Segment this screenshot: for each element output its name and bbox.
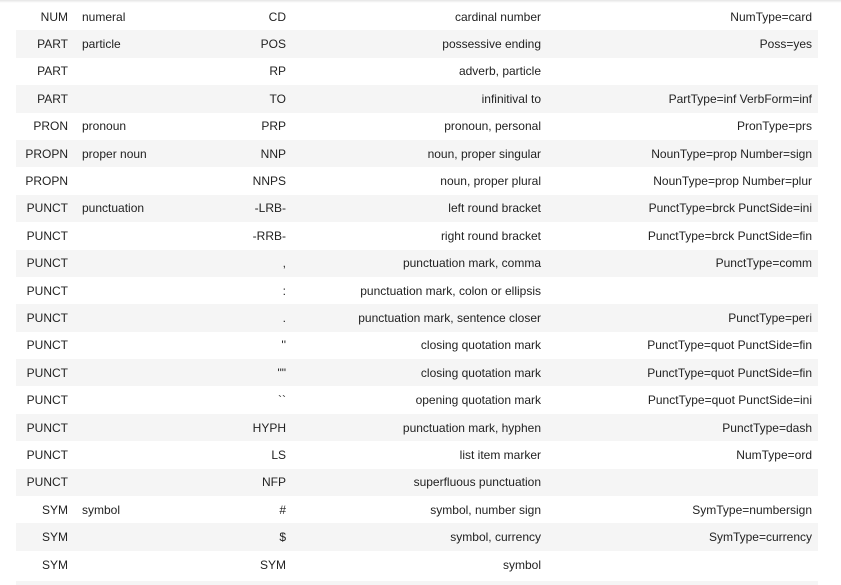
table-row — [16, 414, 818, 441]
tag-description-cell: list item marker — [292, 441, 547, 468]
morphology-cell — [547, 469, 818, 496]
tag-cell: . — [178, 304, 292, 331]
morphology-cell: PunctType=dash — [547, 414, 818, 441]
pos-tag-table-body — [16, 3, 818, 578]
tag-description-cell: right round bracket — [292, 222, 547, 249]
table-row — [16, 304, 818, 331]
universal-pos-description-cell — [68, 304, 178, 331]
morphology-cell — [547, 277, 818, 304]
morphology-cell: PunctType=brck PunctSide=fin — [547, 222, 818, 249]
universal-pos-cell: PROPN — [16, 167, 68, 194]
morphology-cell: NumType=ord — [547, 441, 818, 468]
tag-cell: LS — [178, 441, 292, 468]
universal-pos-description-cell: numeral — [68, 3, 178, 30]
universal-pos-cell: SYM — [16, 551, 68, 578]
universal-pos-description-cell: proper noun — [68, 140, 178, 167]
universal-pos-description-cell — [68, 386, 178, 413]
universal-pos-cell: PROPN — [16, 140, 68, 167]
universal-pos-description-cell: symbol — [68, 496, 178, 523]
tag-cell: RP — [178, 58, 292, 85]
universal-pos-cell: SYM — [16, 496, 68, 523]
table-row — [16, 551, 818, 578]
tag-description-cell: noun, proper singular — [292, 140, 547, 167]
table-row — [16, 359, 818, 386]
morphology-cell: PunctType=quot PunctSide=fin — [547, 359, 818, 386]
universal-pos-description-cell — [68, 222, 178, 249]
tag-cell: : — [178, 277, 292, 304]
morphology-cell: PunctType=brck PunctSide=ini — [547, 195, 818, 222]
table-row — [16, 523, 818, 550]
universal-pos-cell: PUNCT — [16, 195, 68, 222]
table-row — [16, 167, 818, 194]
universal-pos-description-cell — [68, 359, 178, 386]
universal-pos-description-cell — [68, 414, 178, 441]
universal-pos-cell: PUNCT — [16, 441, 68, 468]
table-row — [16, 496, 818, 523]
tag-description-cell: punctuation mark, comma — [292, 250, 547, 277]
universal-pos-cell: SYM — [16, 523, 68, 550]
tag-cell: NNP — [178, 140, 292, 167]
table-row — [16, 277, 818, 304]
universal-pos-description-cell: punctuation — [68, 195, 178, 222]
universal-pos-description-cell — [68, 58, 178, 85]
table-row — [16, 441, 818, 468]
tag-cell: POS — [178, 30, 292, 57]
tag-cell: PRP — [178, 113, 292, 140]
table-row — [16, 58, 818, 85]
morphology-cell: PunctType=comm — [547, 250, 818, 277]
universal-pos-cell: NUM — [16, 3, 68, 30]
universal-pos-cell: PART — [16, 85, 68, 112]
universal-pos-description-cell — [68, 551, 178, 578]
morphology-cell: PunctType=quot PunctSide=fin — [547, 332, 818, 359]
morphology-cell: PartType=inf VerbForm=inf — [547, 85, 818, 112]
universal-pos-cell: PUNCT — [16, 414, 68, 441]
universal-pos-cell: PUNCT — [16, 332, 68, 359]
table-row — [16, 386, 818, 413]
tag-cell: '' — [178, 332, 292, 359]
tag-description-cell: punctuation mark, hyphen — [292, 414, 547, 441]
morphology-cell — [547, 58, 818, 85]
morphology-cell: NounType=prop Number=sign — [547, 140, 818, 167]
universal-pos-description-cell: particle — [68, 30, 178, 57]
universal-pos-cell: PUNCT — [16, 222, 68, 249]
tag-description-cell: adverb, particle — [292, 58, 547, 85]
tag-description-cell: cardinal number — [292, 3, 547, 30]
tag-description-cell: symbol, currency — [292, 523, 547, 550]
tag-description-cell: left round bracket — [292, 195, 547, 222]
tag-description-cell: opening quotation mark — [292, 386, 547, 413]
tag-description-cell: possessive ending — [292, 30, 547, 57]
universal-pos-cell: PUNCT — [16, 469, 68, 496]
table-row — [16, 332, 818, 359]
tag-cell: , — [178, 250, 292, 277]
universal-pos-description-cell — [68, 85, 178, 112]
table-row — [16, 250, 818, 277]
table-row — [16, 113, 818, 140]
table-row — [16, 469, 818, 496]
morphology-cell: PunctType=quot PunctSide=ini — [547, 386, 818, 413]
tag-description-cell: superfluous punctuation — [292, 469, 547, 496]
pos-tag-table-container — [16, 3, 818, 578]
universal-pos-cell: PART — [16, 58, 68, 85]
tag-description-cell: symbol, number sign — [292, 496, 547, 523]
tag-cell: NFP — [178, 469, 292, 496]
morphology-cell: SymType=numbersign — [547, 496, 818, 523]
morphology-cell — [547, 551, 818, 578]
tag-cell: "" — [178, 359, 292, 386]
tag-description-cell: closing quotation mark — [292, 359, 547, 386]
next-row-strip — [16, 581, 818, 585]
tag-description-cell: pronoun, personal — [292, 113, 547, 140]
universal-pos-description-cell — [68, 469, 178, 496]
morphology-cell: NumType=card — [547, 3, 818, 30]
tag-description-cell: noun, proper plural — [292, 167, 547, 194]
table-row — [16, 30, 818, 57]
morphology-cell: SymType=currency — [547, 523, 818, 550]
tag-description-cell: punctuation mark, sentence closer — [292, 304, 547, 331]
universal-pos-cell: PART — [16, 30, 68, 57]
tag-cell: TO — [178, 85, 292, 112]
universal-pos-cell: PUNCT — [16, 304, 68, 331]
universal-pos-description-cell: pronoun — [68, 113, 178, 140]
tag-description-cell: infinitival to — [292, 85, 547, 112]
tag-cell: # — [178, 496, 292, 523]
tag-description-cell: closing quotation mark — [292, 332, 547, 359]
tag-cell: -RRB- — [178, 222, 292, 249]
universal-pos-description-cell — [68, 250, 178, 277]
universal-pos-cell: PUNCT — [16, 386, 68, 413]
universal-pos-description-cell — [68, 523, 178, 550]
table-row — [16, 222, 818, 249]
morphology-cell: PunctType=peri — [547, 304, 818, 331]
table-row — [16, 3, 818, 30]
table-row — [16, 140, 818, 167]
morphology-cell: NounType=prop Number=plur — [547, 167, 818, 194]
tag-cell: CD — [178, 3, 292, 30]
universal-pos-description-cell — [68, 167, 178, 194]
universal-pos-cell: PUNCT — [16, 359, 68, 386]
tag-cell: NNPS — [178, 167, 292, 194]
universal-pos-cell: PUNCT — [16, 277, 68, 304]
morphology-cell: Poss=yes — [547, 30, 818, 57]
tag-cell: HYPH — [178, 414, 292, 441]
morphology-cell: PronType=prs — [547, 113, 818, 140]
universal-pos-description-cell — [68, 332, 178, 359]
table-row — [16, 195, 818, 222]
tag-cell: $ — [178, 523, 292, 550]
tag-cell: `` — [178, 386, 292, 413]
tag-cell: SYM — [178, 551, 292, 578]
universal-pos-description-cell — [68, 277, 178, 304]
tag-description-cell: symbol — [292, 551, 547, 578]
tag-cell: -LRB- — [178, 195, 292, 222]
universal-pos-description-cell — [68, 441, 178, 468]
table-row — [16, 85, 818, 112]
universal-pos-cell: PRON — [16, 113, 68, 140]
tag-description-cell: punctuation mark, colon or ellipsis — [292, 277, 547, 304]
pos-tag-table — [16, 3, 818, 578]
universal-pos-cell: PUNCT — [16, 250, 68, 277]
